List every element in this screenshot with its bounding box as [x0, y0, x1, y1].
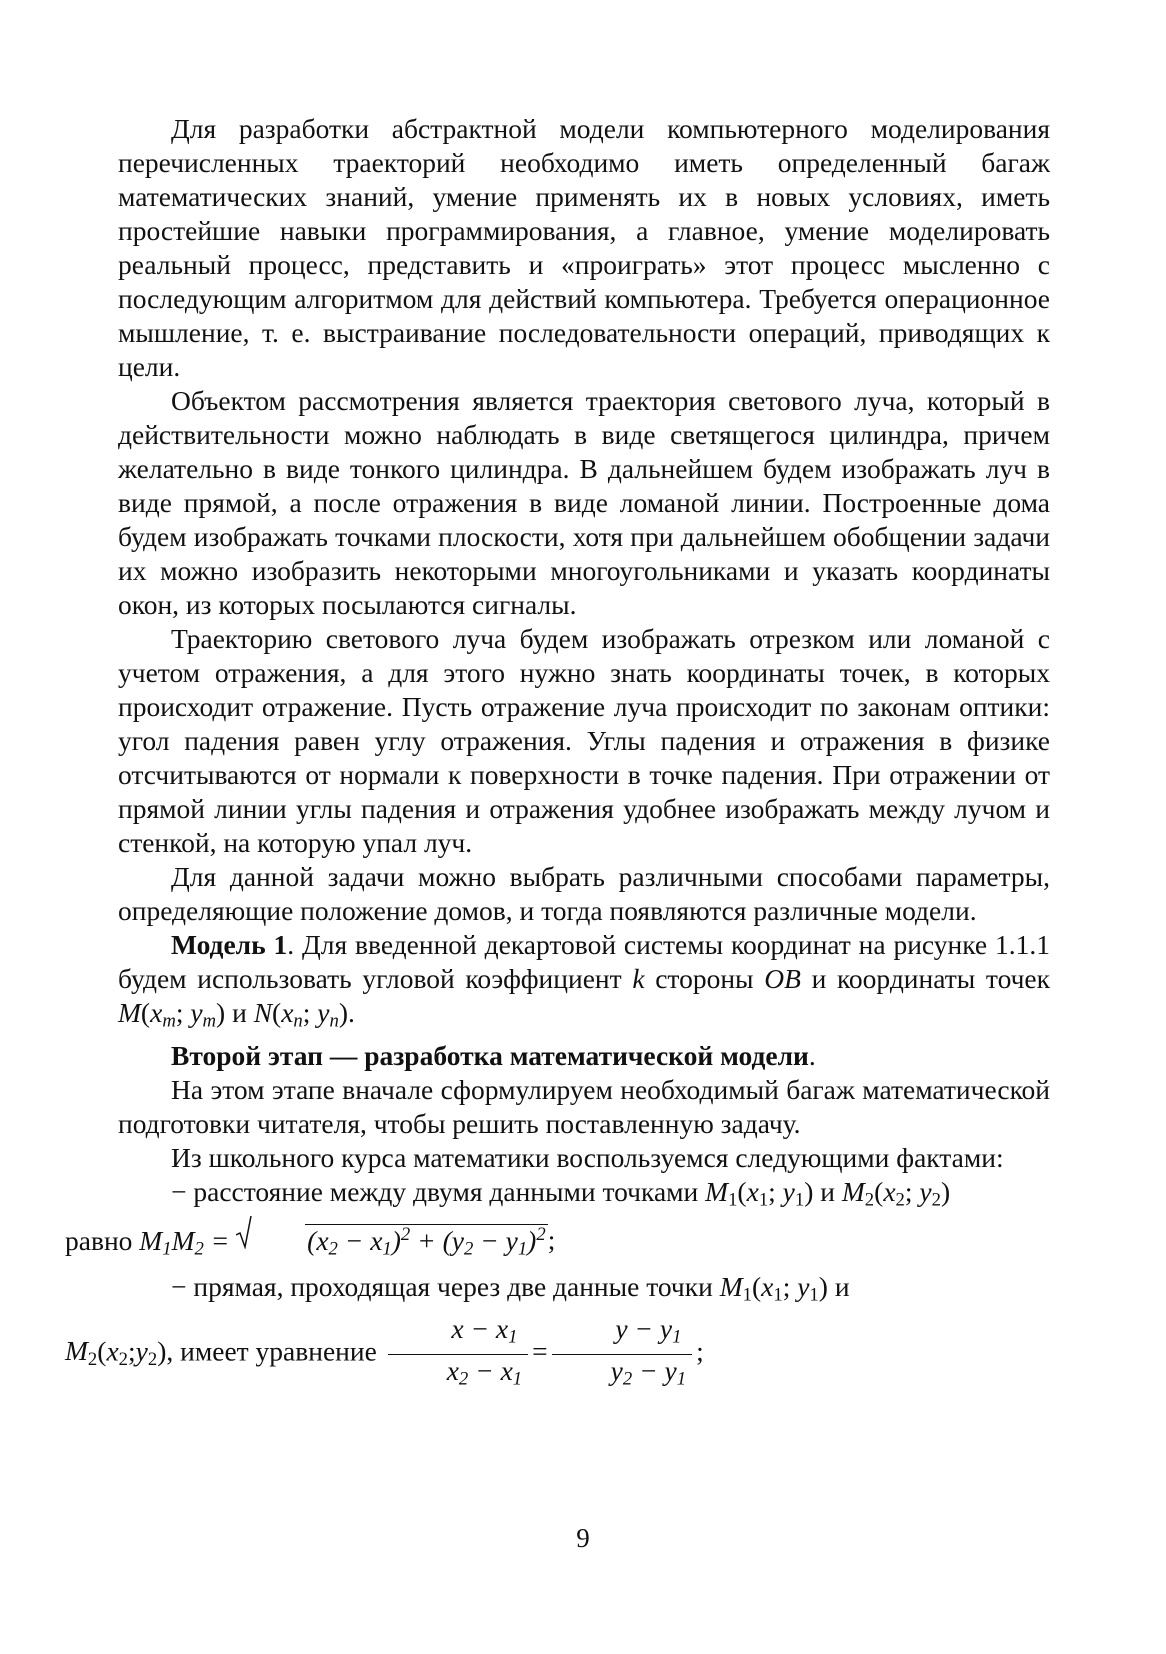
model-1-heading: Модель 1 [171, 929, 288, 960]
stage-2-heading: Второй этап — разработка математической модели [171, 1039, 809, 1071]
paragraph-stage-2: Второй этап — разработка математической модели. [171, 1039, 816, 1071]
paragraph-distance-formula: − расстояние между двумя данными точками $M_1(x_1$; $y_1$) и $M_2(x_2$; $y_2$) равно $M_1M_2$ = $(x_2 - x_1)^2 + (y_2 - y_1)^2$; [65, 1175, 951, 1260]
paragraph-1: Для разработки абстрактной модели компьютерного моделирования перечисленных траекторий необходимо иметь определенный багаж математических знаний, умение применять их в новых условиях, иметь простейшие навыки программирования, а главное, умение моделировать реальный процесс, представить и «проиграть» этот процесс мысленно с последующим алгоритмом для действий компьютера. Требуется операционное мышление, т. е. выстраивание последовательности операций, приводящих к цели. [118, 113, 1050, 382]
paragraph-4: Для данной задачи можно выбрать различными способами параметры, определяющие положение домов, и тогда появляются различные модели. [118, 861, 1050, 926]
distance-formula: $M_1M_2$ = $(x_2 - x_1)^2 + (y_2 - y_1)^2$ [139, 1225, 547, 1256]
paragraph-2: Объектом рассмотрения является траектория светового луча, который в действительности можно наблюдать в виде светящегося цилиндра, причем желательно в виде тонкого цилиндра. В дальнейшем будем изображать луч в виде прямой, а после отражения в виде ломаной линии. Построенные дома будем изображать точками плоскости, хотя при дальнейшем обобщении задачи их можно изобразить некоторыми многоугольниками и указать координаты окон, из которых посылаются сигналы. [118, 385, 1050, 620]
paragraph-8: Из школьного курса математики воспользуемся следующими фактами: [171, 1141, 1004, 1173]
line-formula-right: $\frac{y - y_1}{y_2 - y_1}$ [552, 1313, 692, 1395]
line-formula-left: $\frac{x - x_1}{x_2 - x_1}$ [388, 1313, 528, 1395]
page-body [65, 112, 1050, 1395]
paragraph-line-formula: − прямая, проходящая через две данные точки $M_1(x_1$; $y_1$) и $M_2(x_2;y_2)$, имеет уравнение $\frac{x - x_1}{x_2 - x_1}$ = $\frac{y - y_1}{y_2 - y_1}$ ; [118, 1270, 1050, 1395]
paragraph-3: Траекторию светового луча будем изображать отрезком или ломаной с учетом отражения, а для этого нужно знать координаты точек, в которых происходит отражение. Пусть отражение луча происходит по законам оптики: угол падения равен углу отражения. Углы падения и отражения в физике отсчитываются от нормали к поверхности в точке падения. При отражении от прямой линии углы падения и отражения удобнее изображать между лучом и стенкой, на которую упал луч. [118, 623, 1050, 858]
paragraph-model-1: Модель 1. Для введенной декартовой системы координат на рисунке 1.1.1 будем использовать угловой коэффициент k стороны OB и координаты точек $M(x_m$; $y_m$) и $N(x_n$; $y_n$). [118, 929, 1050, 1032]
page-number: 9 [576, 1523, 590, 1553]
paragraph-7: На этом этапе вначале сформулируем необходимый багаж математической подготовки читателя, чтобы решить поставленную задачу. [118, 1073, 1050, 1139]
